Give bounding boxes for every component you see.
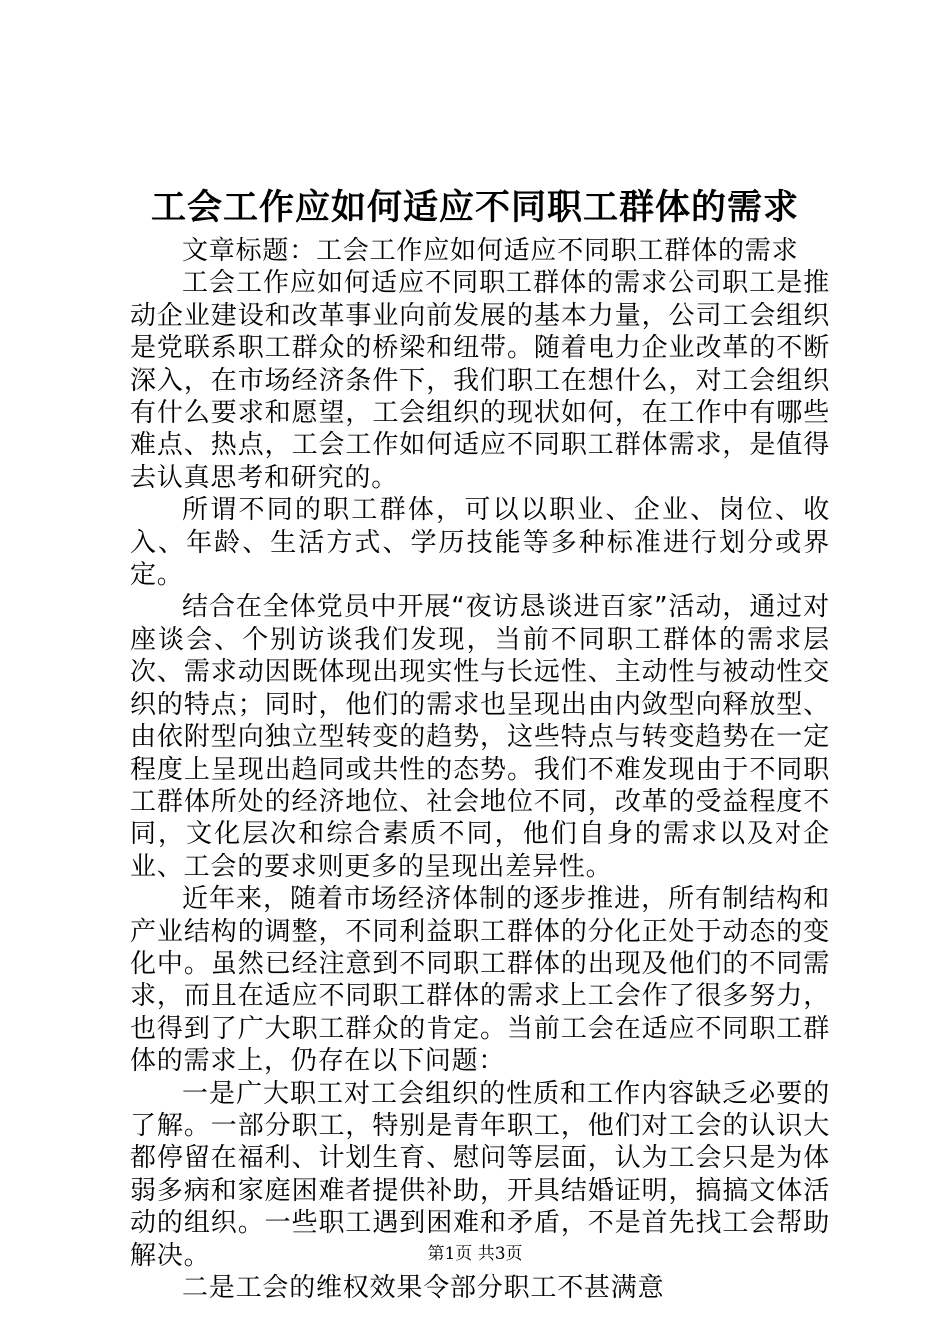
paragraph-intro: 工会工作应如何适应不同职工群体的需求公司职工是推动企业建设和改革事业向前发展的基本力量，公司工会组织是党联系职工群众的桥梁和纽带。随着电力企业改革的不断深入，在市场经济条件下，我们职工在想什么，对工会组织有什么要求和愿望，工会组织的现状如何，在工作中有哪些难点、热点，工会工作如何适应不同职工群体需求，是值得去认真思考和研究的。 [130,268,830,493]
document-body [130,235,830,1304]
paragraph-problem-one: 一是广大职工对工会组织的性质和工作内容缺乏必要的了解。一部分职工，特别是青年职工，他们对工会的认识大都停留在福利、计划生育、慰问等层面，认为工会只是为体弱多病和家庭困难者提供补助，开具结婚证明，搞搞文体活动的组织。一些职工遇到困难和矛盾，不是首先找工会帮助解决。 [130,1078,830,1271]
paragraph-recent-years: 近年来，随着市场经济体制的逐步推进，所有制结构和产业结构的调整，不同利益职工群体的分化正处于动态的变化中。虽然已经注意到不同职工群体的出现及他们的不同需求，而且在适应不同职工群体的需求上工会作了很多努力，也得到了广大职工群众的肯定。当前工会在适应不同职工群体的需求上，仍存在以下问题： [130,884,830,1077]
paragraph-article-title: 文章标题：工会工作应如何适应不同职工群体的需求 [182,236,799,266]
page-number-footer: 第1页 共3页 [427,1244,523,1264]
document-title: 工会工作应如何适应不同职工群体的需求 [150,187,799,228]
paragraph-definition: 所谓不同的职工群体，可以以职业、企业、岗位、收入、年龄、生活方式、学历技能等多种标准进行划分或界定。 [130,495,830,591]
paragraph-problem-two: 二是工会的维权效果令部分职工不甚满意 [182,1273,665,1303]
paragraph-findings: 结合在全体党员中开展“夜访恳谈进百家”活动，通过对座谈会、个别访谈我们发现，当前不同职工群体的需求层次、需求动因既体现出现实性与长远性、主动性与被动性交织的特点；同时，他们的需求也呈现出由内敛型向释放型、由依附型向独立型转变的趋势，这些特点与转变趋势在一定程度上呈现出趋同或共性的态势。我们不难发现由于不同职工群体所处的经济地位、社会地位不同，改革的受益程度不同，文化层次和综合素质不同，他们自身的需求以及对企业、工会的要求则更多的呈现出差异性。 [130,592,830,882]
